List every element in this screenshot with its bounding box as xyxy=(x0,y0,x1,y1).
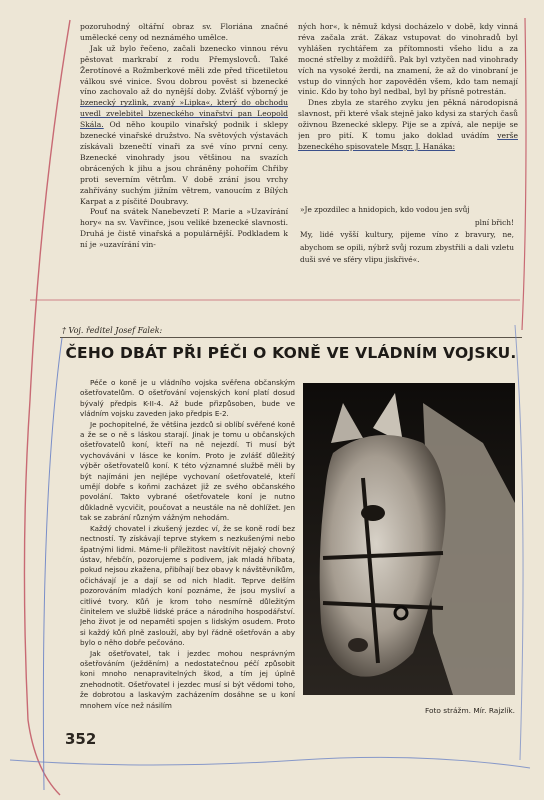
paragraph xyxy=(298,98,518,153)
paragraph-text: Od něho koupilo vinařský podnik i sklepy bzenecké vinařské družstvo. Na světových výstavách získávali bzenečtí vinaři za své víno první ceny. Bzenecké vinohrady jsou většinou na svazích obrácených k jihu a jsou chráněny pohořím Chřiby proti severním větrům. V době zrání jsou vrchy zahřívány suchým jižním větrem, vanoucím z Bílých Karpat a z písčité Doubravy. xyxy=(80,120,288,206)
article-column-left xyxy=(80,22,288,284)
author-line: † Voj. ředitel Josef Falek: xyxy=(62,326,163,335)
underlined-text: verše bzeneckého spisovatele Msgr. J. Hanáka: xyxy=(298,131,518,151)
quote-line: »Je zpozdilec a hnidopich, kdo vodou jen svůj xyxy=(300,205,470,214)
paragraph xyxy=(80,44,288,208)
paragraph: Pouť na svátek Nanebevzetí P. Marie a »Uzavírání hory« na sv. Vavřince, jsou veliké bzenecké slavnosti. Druhá je čistě vinařská a populárnější. Podkladem k ní je »uzavírání vin- xyxy=(80,207,288,250)
paragraph: pozoruhodný oltářní obraz sv. Floriána značné umělecké ceny od neznámého umělce. xyxy=(80,22,288,42)
article-headline: ČEHO DBÁT PŘI PÉČI O KONĚ VE VLÁDNÍM VOJSKU. xyxy=(65,344,517,362)
paragraph-text: Dnes zbyla ze starého zvyku jen pěkná národopisná slavnost, při které však stejně jako kdysi za starých časů oživnou Bzenecké sklepy. Pije se a zpívá, ale nepije se jen pro pití. K tomu jako doklad uvádím xyxy=(298,98,518,141)
paragraph: Péče o koně je u vládního vojska svěřena občanským ošetřovatelům. O ošetřování vojenských koní platí dosud bývalý předpis K-II-4. Až bude přizpůsoben, bude ve vládním vojsku zaveden jako předpis E-2. xyxy=(80,378,295,419)
article-column-right xyxy=(298,22,518,192)
paragraph: Je pochopitelné, že většina jezdců si oblíbí svěřené koně a že se o ně s láskou starají. Jinak je tomu u občanských ošetřovatelů koní, kteří na ně nejezdí. Ti musí být vychováváni v lásce ke koním. Proto je zvlášť důležitý výběr ošetřovatelů koní. K této významné službě měli by být najímáni jen nejlépe vychovaní ošetřovatelé, kteří umějí dobře s koňmi zacházet již ze svého občanského povolání. Takto vybrané ošetřovatele koní je nutno důkladně vycvičit, poučovat a neustále na ně dohlížet. Jen tak se zabrání různým vážným nehodám. xyxy=(80,419,295,523)
underlined-text: bzenecký ryzlink, zvaný »Lipka«, který do obchodu uvedl zvelebitel bzeneckého vinařství pan Leopold Skála. xyxy=(80,98,288,130)
quote-line: plní břich! xyxy=(474,217,514,227)
quote-text: My, lidé vyšší kultury, pijeme víno z bravury, ne, abychom se opili, nýbrž svůj rozum zbystřili a dali vzletu duši své ve sféry vlipu jiskřivé«. xyxy=(300,230,514,264)
article-body xyxy=(80,378,295,733)
paragraph: Jak ošetřovatel, tak i jezdec mohou nesprávným ošetřováním (ježděním) a nedostatečnou péčí způsobit koni mnoho nenapravitelných škod, a tím jej úplně znehodnotit. Ošetřovatel i jezdec musí si být vědomi toho, že dobrotou a laskavým zacházením dosáhne se u koní mnohem více než násilím xyxy=(80,648,295,710)
horse-photo xyxy=(303,383,515,695)
divider xyxy=(60,337,522,338)
horse-head-illustration xyxy=(303,383,515,695)
paragraph: ných hor«, k němuž kdysi docházelo v době, kdy vinná réva začala zrát. Zákaz vstupovat do vinohradů byl vyhlášen rychtářem za přítomnosti všeho lidu a za mocné střelby z moždířů. Pak byl vztyčen nad vinohrady vích na vysoké žerdi, na znamení, že až do vinobraní je vstup do vinných hor zapověděn všem, kdo tam nemají vinic. Kdo by toho byl nedbal, byl by přísně potrestán. xyxy=(298,22,518,97)
paragraph-text: Jak už bylo řečeno, začali bzenecko vinnou révu pěstovat markrabí z rodu Přemyslovců. Také Žerotínové a Rožmberkové měli zde před třicetiletou válkou své vinice. Svou dobrou pověst si bzenecké víno zachovalo až do nynější doby. Zvlášť výborný je xyxy=(80,43,288,97)
page-number: 352 xyxy=(65,730,97,748)
poem-quote xyxy=(300,204,514,267)
photo-caption: Foto strážm. Mír. Rajzlík. xyxy=(424,706,515,715)
paragraph: Každý chovatel i zkušený jezdec ví, že se koně rodí bez nectností. Ty získávají teprve stykem s nezkušenými nebo špatnými lidmi. Máme-li příležitost navštívit nějaký chovný ústav, hřebčín, pozorujeme s podivem, jak mladá hříbata, pokud nejsou zkažena, přibíhají bez obavy k návštěvníkům, očichávají je a dají se od nich hladit. Teprve delším pozorováním mladých koní poznáme, že jsou mysliví a citlivé tvory. Kůň je krom toho nesmírně důležitým činitelem ve službě lidské práce a národního hospodářství. Jeho život je od nepaměti spojen s lidským osudem. Proto si každý kůň plně zaslouží, aby byl řádně ošetřován a aby bylo o něho dobře pečováno. xyxy=(80,523,295,648)
